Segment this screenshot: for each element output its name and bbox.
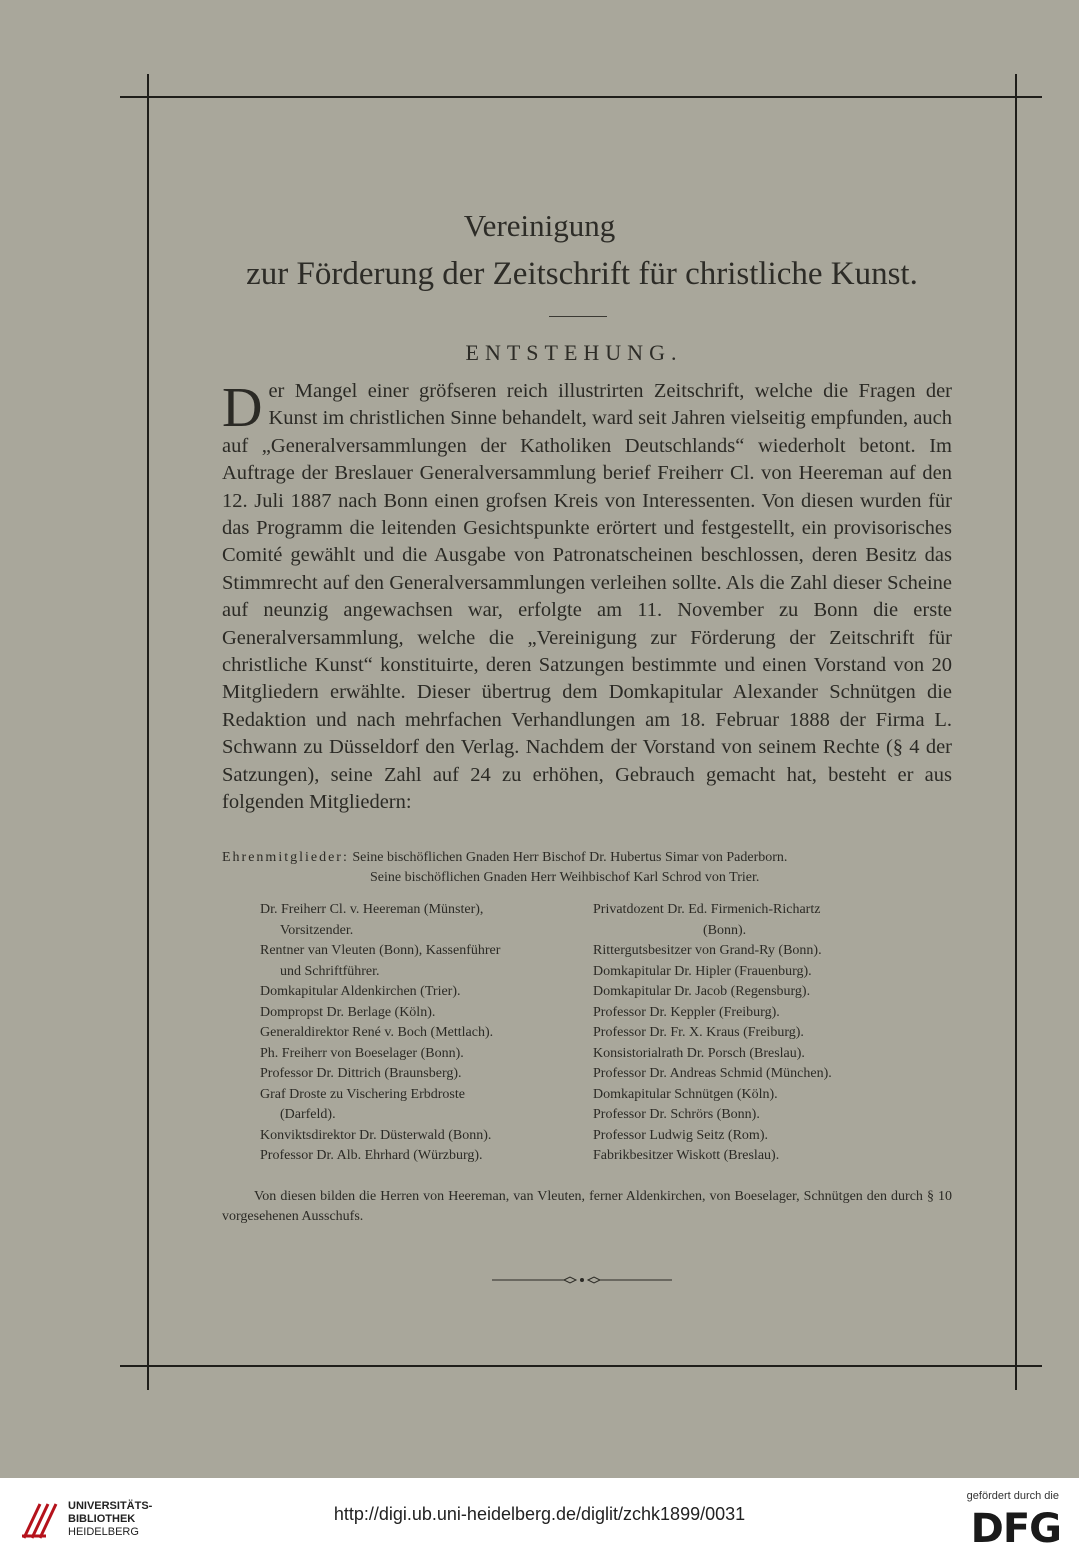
- funder-label: gefördert durch die: [966, 1490, 1059, 1502]
- member-entry: Professor Dr. Schrörs (Bonn).: [593, 1107, 760, 1122]
- closing-paragraph: Von diesen bilden die Herren von Heereman, van Vleuten, ferner Aldenkirchen, von Boeselager, Schnütgen den durch § 10 vorgesehenen Ausschufs.: [222, 1189, 952, 1224]
- body-paragraph: [222, 378, 952, 817]
- members-left-column: [260, 900, 590, 1167]
- member-entry: Dompropst Dr. Berlage (Köln).: [260, 1004, 436, 1020]
- body-paragraph-text: er Mangel einer gröfseren reich illustrirten Zeitschrift, welche die Fragen der Kunst im christlichen Sinne behandelt, ward seit Jahren vielseitig empfunden, auch auf „Generalversammlungen der Katholiken Deutschlands“ wiederholt betont. Im Auftrage der Breslauer Generalversammlung berief Freiherr Cl. von Heereman auf den 12. Juli 1887 nach Bonn einen grofsen Kreis von Interessenten. Von diesen wurden für das Programm die leitenden Gesichtspunkte erörtert und festgestellt, ein provisorisches Comité gewählt und die Ausgabe von Patronatscheinen beschlossen, deren Besitz das Stimmrecht auf den Generalversammlungen verleihen sollte. Als die Zahl dieser Scheine auf neunzig angewachsen war, erfolgte am 11. November zu Bonn die erste Generalversammlung, welche die „Vereinigung zur Förderung der Zeitschrift für christliche Kunst“ konstituirte, deren Satzungen bestimmte und einen Vorstand von 20 Mitgliedern erwählte. Dieser übertrug dem Domkapitular Alexander Schnütgen die Redaktion und nach mehrfachen Verhandlungen am 18. Februar 1888 der Firma L. Schwann zu Düsseldorf den Verlag. Nachdem der Vorstand von seinem Rechte (§ 4 der Satzungen), seine Zahl auf 24 zu erhöhen, Gebrauch gemacht hat, besteht er aus folgenden Mitgliedern:: [222, 380, 952, 814]
- member-entry: Professor Dr. Keppler (Freiburg).: [593, 1004, 780, 1020]
- member-entry: Generaldirektor René v. Boch (Mettlach).: [260, 1025, 494, 1040]
- library-name-line-3: HEIDELBERG: [68, 1526, 139, 1538]
- member-entry: Privatdozent Dr. Ed. Firmenich-Richartz: [593, 902, 821, 917]
- title-divider: [549, 316, 607, 317]
- member-entry: Professor Dr. Fr. X. Kraus (Freiburg).: [593, 1025, 804, 1040]
- honorary-label: Ehrenmitglieder:: [222, 850, 349, 865]
- member-entry: Domkapitular Dr. Hipler (Frauenburg).: [593, 963, 812, 979]
- member-entry: Graf Droste zu Vischering Erbdroste: [260, 1086, 465, 1102]
- source-url-link[interactable]: http://digi.ub.uni-heidelberg.de/diglit/zchk1899/0031: [333, 1504, 746, 1524]
- title-line-2: zur Förderung der Zeitschrift für christliche Kunst.: [246, 256, 918, 292]
- member-entry: Konviktsdirektor Dr. Düsterwald (Bonn).: [260, 1127, 492, 1143]
- member-entry: Rentner van Vleuten (Bonn), Kassenführer: [260, 943, 501, 958]
- frame-bottom-rule: [120, 1365, 1042, 1367]
- member-entry: Dr. Freiherr Cl. v. Heereman (Münster),: [260, 902, 484, 917]
- honorary-members: [222, 848, 962, 888]
- dfg-logo: DFG: [970, 1506, 1061, 1552]
- member-entry: Rittergutsbesitzer von Grand-Ry (Bonn).: [593, 943, 822, 958]
- honorary-member-2: Seine bischöflichen Gnaden Herr Weihbischof Karl Schrod von Trier.: [370, 870, 760, 885]
- library-name-line-2: BIBLIOTHEK: [68, 1513, 136, 1525]
- member-entry: Domkapitular Schnütgen (Köln).: [593, 1086, 778, 1102]
- member-entry: Professor Dr. Andreas Schmid (München).: [593, 1066, 832, 1081]
- member-entry: Ph. Freiherr von Boeselager (Bonn).: [260, 1045, 464, 1061]
- members-right-column: [593, 900, 943, 1167]
- ornament-divider-icon: [492, 1272, 672, 1288]
- member-entry: und Schriftführer.: [280, 963, 380, 979]
- section-heading: ENTSTEHUNG.: [465, 340, 683, 365]
- member-entry: Domkapitular Aldenkirchen (Trier).: [260, 984, 461, 999]
- member-entry: Fabrikbesitzer Wiskott (Breslau).: [593, 1148, 780, 1163]
- member-entry: Professor Dr. Alb. Ehrhard (Würzburg).: [260, 1148, 483, 1163]
- title-line-1: Vereinigung: [463, 208, 616, 243]
- member-entry: Professor Dr. Dittrich (Braunsberg).: [260, 1066, 462, 1081]
- footer-bar: [0, 1478, 1079, 1560]
- frame-top-rule: [120, 96, 1042, 98]
- member-entry: (Bonn).: [703, 922, 747, 938]
- drop-cap: D: [222, 377, 263, 439]
- library-name-line-1: UNIVERSITÄTS-: [68, 1500, 153, 1512]
- member-entry: Domkapitular Dr. Jacob (Regensburg).: [593, 984, 811, 999]
- member-entry: (Darfeld).: [280, 1107, 336, 1122]
- honorary-member-1: Seine bischöflichen Gnaden Herr Bischof Dr. Hubertus Simar von Paderborn.: [352, 850, 788, 865]
- honorary-line-1: [222, 848, 962, 868]
- member-entry: Konsistorialrath Dr. Porsch (Breslau).: [593, 1045, 805, 1061]
- member-entry: Vorsitzender.: [280, 922, 354, 938]
- member-entry: Professor Ludwig Seitz (Rom).: [593, 1127, 768, 1143]
